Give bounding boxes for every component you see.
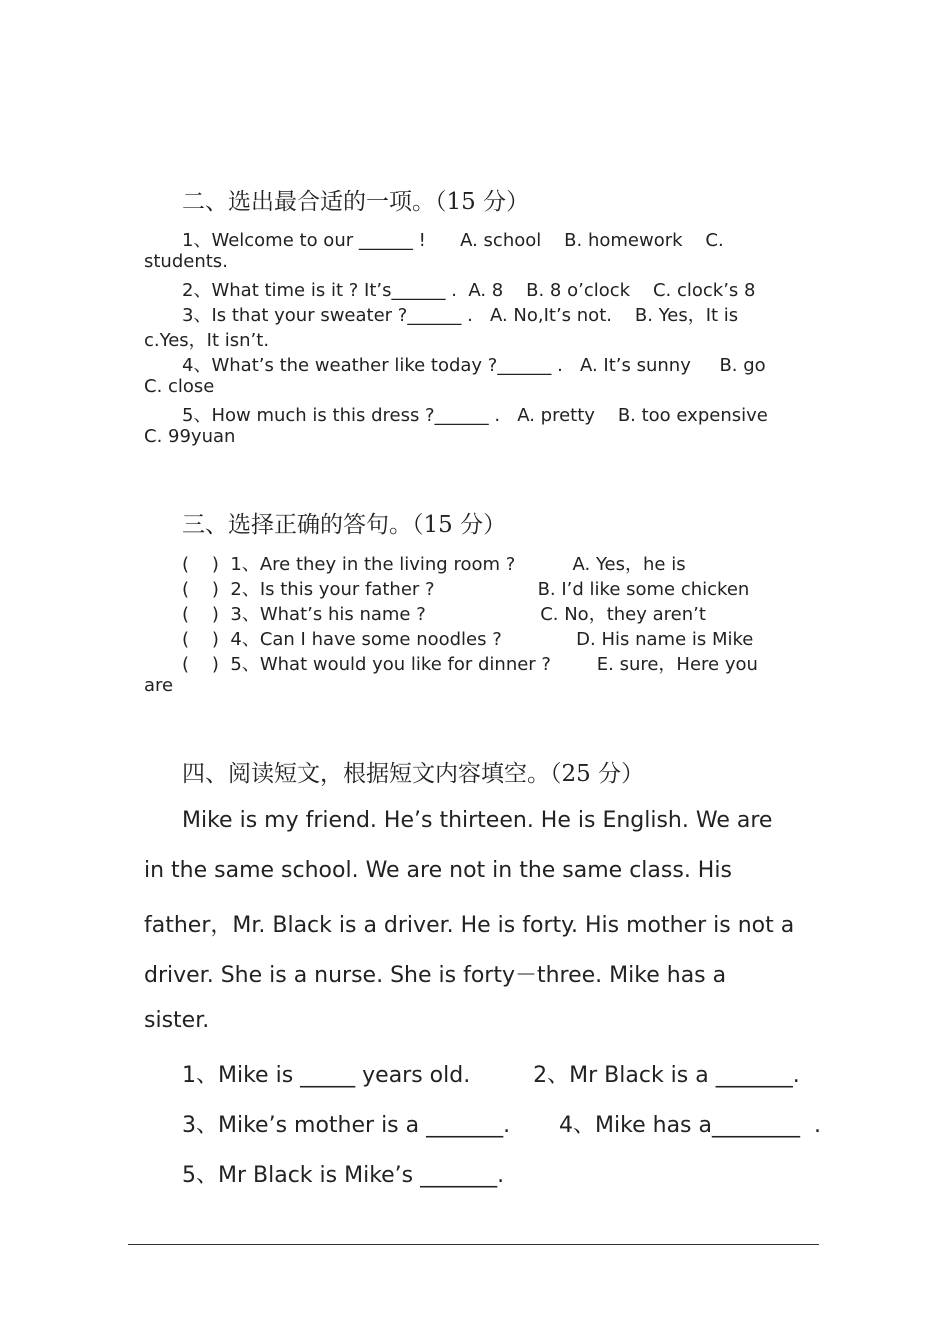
section2-q5: 5、How much is this dress ?______ . A. pretty B. too expensive bbox=[182, 405, 768, 426]
section3-q4: ( ) 4、Can I have some noodles ? D. His name is Mike bbox=[182, 629, 754, 650]
section4-heading: 四、阅读短文，根据短文内容填空。（25 分） bbox=[182, 761, 645, 787]
passage-line-4: driver. She is a nurse. She is forty－three. Mike has a bbox=[144, 963, 727, 988]
fill-question-row-3: 5、Mr Black is Mike’s _______. bbox=[182, 1163, 505, 1188]
section2-q1-cont: students. bbox=[144, 251, 228, 272]
section2-q2: 2、What time is it ? It’s______ . A. 8 B. 8 o’clock C. clock’s 8 bbox=[182, 280, 756, 301]
footer-divider bbox=[128, 1244, 819, 1245]
section2-q3: 3、Is that your sweater ?______ . A. No,It’s not. B. Yes，It is bbox=[182, 305, 739, 326]
section3-q2: ( ) 2、Is this your father ? B. I’d like some chicken bbox=[182, 579, 750, 600]
passage-line-1: Mike is my friend. He’s thirteen. He is English. We are bbox=[182, 808, 773, 833]
section3-heading: 三、选择正确的答句。（15 分） bbox=[182, 512, 507, 538]
passage-line-5: sister. bbox=[144, 1008, 210, 1033]
section2-q1: 1、Welcome to our ______ ! A. school B. homework C. bbox=[182, 230, 724, 251]
section2-q4-cont: C. close bbox=[144, 376, 215, 397]
passage-line-2: in the same school. We are not in the same class. His bbox=[144, 858, 732, 883]
section2-q3-cont: c.Yes，It isn’t. bbox=[144, 330, 270, 351]
section3-q3: ( ) 3、What’s his name ? C. No，they aren’t bbox=[182, 604, 706, 625]
section2-heading: 二、选出最合适的一项。（15 分） bbox=[182, 189, 530, 215]
section2-q5-cont: C. 99yuan bbox=[144, 426, 236, 447]
section3-q5: ( ) 5、What would you like for dinner ? E. sure，Here you bbox=[182, 654, 758, 675]
fill-question-row-2: 3、Mike’s mother is a _______. 4、Mike has a________ . bbox=[182, 1113, 821, 1138]
passage-line-3: father，Mr. Black is a driver. He is forty. His mother is not a bbox=[144, 913, 795, 938]
fill-question-row-1: 1、Mike is _____ years old. 2、Mr Black is a _______. bbox=[182, 1063, 800, 1088]
section3-q1: ( ) 1、Are they in the living room ? A. Yes，he is bbox=[182, 554, 686, 575]
section2-q4: 4、What’s the weather like today ?______ . A. It’s sunny B. go bbox=[182, 355, 766, 376]
section3-q5-cont: are bbox=[144, 675, 174, 696]
